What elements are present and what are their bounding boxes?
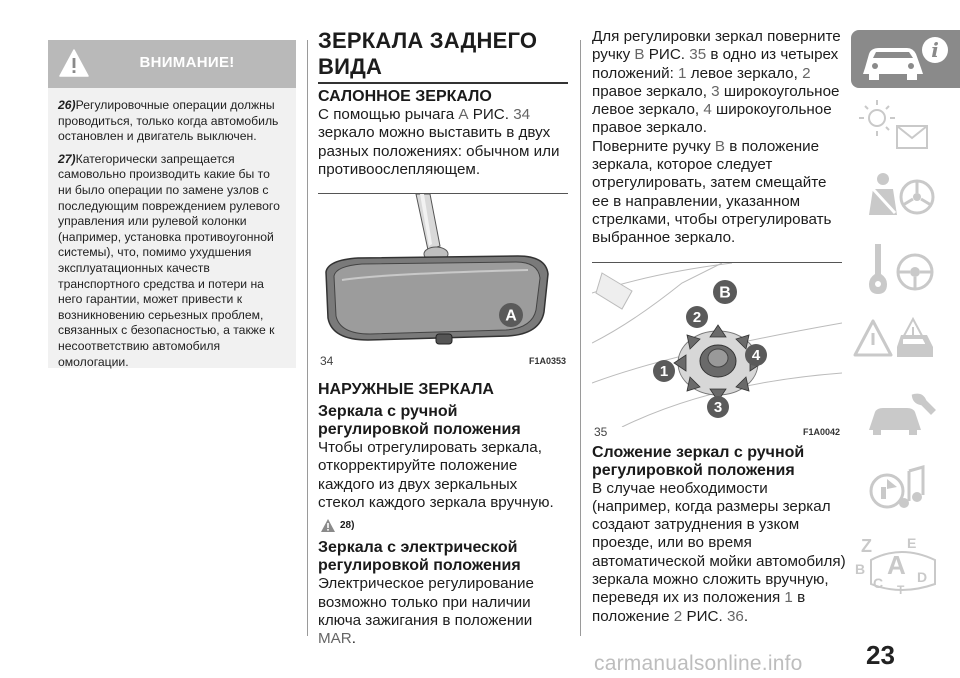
interior-mirror-text: С помощью рычага А РИС. 34 зеркало можно выставить в двух разных положениях: обычном или противоослепляющем.	[318, 106, 560, 178]
svg-text:B: B	[719, 284, 731, 302]
svg-text:1: 1	[659, 362, 669, 380]
adjust-paragraph-2: Поверните ручку B в положение зеркала, которое следует отрегулировать, затем смещайте ее в направлении, указанном стрелками, чтобы отрегулировать выбранное зеркало.	[592, 137, 832, 247]
adjust-paragraph-1: Для регулировки зеркал поверните ручку B РИС. 35 в одно из четырех положений: 1 левое зеркало, 2 правое зеркало, 3 широкоугольное левое зеркало, 4 широкоугольное правое зеркало.	[592, 28, 841, 137]
electric-mirrors-text: Электрическое регулирование возможно только при наличии ключа зажигания в положении MAR.	[318, 575, 534, 648]
warning-item: 27)Категорически запрещается самовольно производить какие бы то ни было операции по замене узлов с последующим повреждением рулевого управления или рулевой колонки (например, установка противоугонной системы), что, помимо ухудшения эксплуатационных качеств транспортного средства и потери на него гарантии, может привести к возникновению серьезных проблем, связанных с безопасностью, а также к несоответствию автомобиля омологации.	[58, 151, 280, 369]
exterior-mirrors-title: НАРУЖНЫЕ ЗЕРКАЛА	[318, 381, 494, 399]
column-divider	[580, 40, 581, 636]
column-divider	[307, 40, 308, 636]
multimedia-icon[interactable]	[851, 457, 951, 521]
car-info-icon	[851, 30, 960, 88]
svg-text:C: C	[873, 575, 884, 591]
svg-text:4: 4	[751, 346, 761, 364]
callout-b-icon	[712, 279, 738, 305]
column-mirrors	[318, 28, 566, 649]
warning-body	[48, 88, 296, 370]
svg-text:3: 3	[713, 398, 723, 416]
column-mirror-adjust	[592, 28, 846, 626]
warning-box	[48, 40, 296, 368]
warning-item: 26)Регулировочные операции должны проводиться, только когда автомобиль остановлен и двигатель выключен.	[58, 98, 279, 144]
warning-triangle-icon	[320, 518, 336, 533]
figure-number: 35	[594, 424, 608, 439]
seatbelt-airbag-icon[interactable]	[851, 165, 951, 229]
note-reference: 28)	[320, 518, 566, 533]
svg-text:B: B	[855, 561, 866, 577]
manual-mirrors-text: Чтобы отрегулировать зеркала, откорректируйте положение каждого из двух зеркальных стекол каждого зеркала вручную.	[318, 439, 554, 512]
figure-code: F1A0353	[528, 356, 566, 367]
figure-34	[318, 193, 568, 377]
manual-mirrors-title: Зеркала с ручной регулировкой положения	[318, 403, 521, 439]
chapter-sidebar	[851, 30, 960, 599]
callout-3-icon	[706, 395, 730, 419]
fold-mirrors-text: В случае необходимости (например, когда размеры зеркал создают затруднения в узком проезде, или во время автоматической мойки автомобиля) зеркала можно сложить вручную, переведя их из положения 1 в положение 2 РИС. 36.	[592, 479, 846, 625]
interior-mirror-title: САЛОННОЕ ЗЕРКАЛО	[318, 88, 492, 105]
callout-4-icon	[744, 343, 768, 367]
callout-1-icon	[652, 359, 676, 383]
roadside-warning-icon[interactable]	[851, 311, 951, 375]
wrench-car-icon[interactable]	[851, 384, 951, 448]
page-number: 23	[866, 640, 895, 670]
warning-title: ВНИМАНИЕ!	[139, 54, 235, 71]
watermark: carmanualsonline.info	[594, 652, 803, 675]
svg-text:T: T	[897, 583, 905, 594]
callout-a-icon	[498, 302, 524, 328]
warning-lights-icon[interactable]	[851, 92, 951, 156]
figure-number: 34	[320, 354, 334, 369]
svg-text:2: 2	[692, 308, 702, 326]
svg-text:E: E	[907, 535, 917, 551]
fold-mirrors-title: Сложение зеркал с ручной регулировкой положения	[592, 443, 805, 479]
key-steering-icon[interactable]	[851, 238, 951, 302]
figure-code: F1A0042	[802, 426, 840, 437]
sidebar-item-car-info[interactable]	[851, 30, 960, 88]
warning-header	[48, 40, 296, 88]
electric-mirrors-title: Зеркала с электрической регулировкой положения	[318, 539, 521, 575]
callout-2-icon	[685, 305, 709, 329]
rear-view-mirror-illustration	[318, 194, 568, 367]
figure-35	[592, 262, 842, 442]
alphabet-index-icon[interactable]	[851, 530, 951, 594]
svg-text:D: D	[917, 569, 928, 585]
svg-text:i: i	[931, 38, 939, 62]
svg-text:A: A	[505, 307, 517, 325]
svg-text:Z: Z	[861, 536, 872, 556]
section-title: ЗЕРКАЛА ЗАДНЕГО ВИДА	[318, 28, 538, 79]
section-rule	[318, 82, 568, 84]
svg-text:A: A	[887, 550, 906, 580]
